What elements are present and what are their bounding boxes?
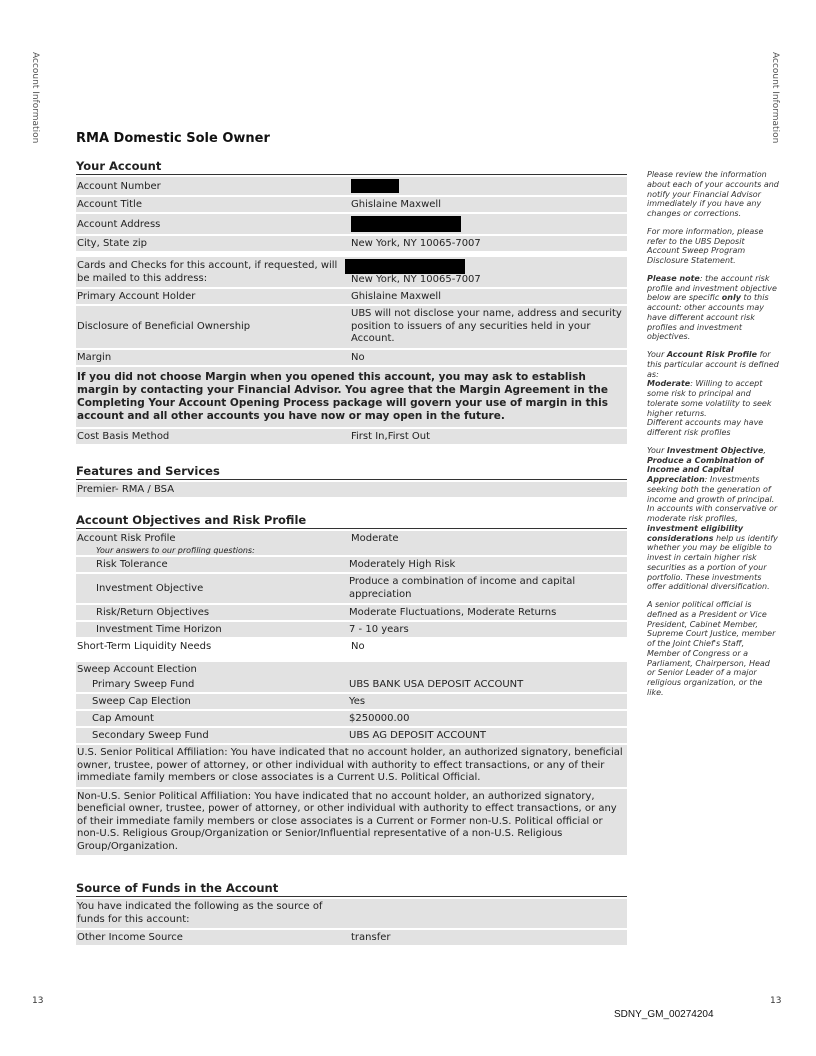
your-account-heading: Your Account xyxy=(76,159,627,175)
account-title-label: Account Title xyxy=(77,199,142,210)
liquidity-row xyxy=(76,639,627,654)
risk-tolerance-value: Moderately High Risk xyxy=(349,559,456,570)
other-income-value: transfer xyxy=(351,932,391,943)
time-horizon-row xyxy=(76,622,627,637)
side-label-left: Account Information xyxy=(30,52,40,144)
sidebar-note-risk-profile: Your Account Risk Profile for this particular account is defined as: Moderate: Willing to accept some risk to principal and tolerate some volatility to seek higher returns. Different accounts may have different risk profiles xyxy=(647,350,779,437)
redaction-bar xyxy=(351,179,399,193)
investment-objective-label: Investment Objective xyxy=(96,583,204,594)
cards-value: New York, NY 10065-7007 xyxy=(351,274,481,285)
cap-amount-value: $250000.00 xyxy=(349,713,410,724)
primary-sweep-value: UBS BANK USA DEPOSIT ACCOUNT xyxy=(349,679,524,690)
margin-value: No xyxy=(351,351,365,363)
time-horizon-label: Investment Time Horizon xyxy=(96,624,222,635)
primary-holder-label: Primary Account Holder xyxy=(77,291,196,302)
account-title-value: Ghislaine Maxwell xyxy=(351,199,441,210)
risk-return-row xyxy=(76,605,627,620)
account-title-row xyxy=(76,197,627,212)
margin-note: If you did not choose Margin when you opened this account, you may ask to establish margin by contacting your Financial Advisor. You agree that the Margin Agreement in the Completing Your Account Opening Process package will govern your use of margin in this account and all other accounts you have now or may open in the future. xyxy=(76,367,627,428)
city-value: New York, NY 10065-7007 xyxy=(351,238,481,249)
sweep-label: Sweep Account Election xyxy=(77,664,197,675)
risk-tolerance-label: Risk Tolerance xyxy=(96,559,168,570)
risk-profile-value: Moderate xyxy=(351,533,399,544)
features-row xyxy=(76,482,627,497)
objectives-heading: Account Objectives and Risk Profile xyxy=(76,513,627,529)
primary-holder-row xyxy=(76,289,627,304)
funds-intro-row xyxy=(76,899,627,928)
sidebar-note-please: Please note: the account risk profile and investment objective below are specific only to this account: other accounts may have different account risk profiles and investment objectives. xyxy=(647,273,777,342)
disclosure-label: Disclosure of Beneficial Ownership xyxy=(77,321,251,333)
sidebar-note-sweep: For more information, please refer to the UBS Deposit Account Sweep Program Disclosure Statement. xyxy=(647,226,764,265)
risk-profile-label: Account Risk Profile xyxy=(77,533,176,544)
sweep-row xyxy=(76,662,627,677)
liquidity-value: No xyxy=(351,641,365,652)
funds-intro: You have indicated the following as the source of funds for this account: xyxy=(77,901,323,925)
secondary-sweep-value: UBS AG DEPOSIT ACCOUNT xyxy=(349,730,487,741)
sidebar-note-objective: Your Investment Objective, Produce a Combination of Income and Capital Appreciation: Investments seeking both the generation of income and growth of principal. In accounts with conservative or moderate risk profiles, investment eligibility considerations help us identify whether you may be eligible to invest in certain higher risk securities as a portion of your portfolio. These investments offer additional diversification. xyxy=(647,445,778,592)
side-label-right: Account Information xyxy=(770,52,780,144)
disclosure-value: UBS will not disclose your name, address and security position to issuers of any securities held in your Account. xyxy=(351,308,622,344)
risk-return-label: Risk/Return Objectives xyxy=(96,607,210,618)
redaction-bar xyxy=(351,216,461,232)
features-item: Premier- RMA / BSA xyxy=(77,484,175,495)
primary-sweep-label: Primary Sweep Fund xyxy=(92,679,195,690)
primary-holder-value: Ghislaine Maxwell xyxy=(351,291,441,302)
margin-row xyxy=(76,350,627,365)
primary-sweep-row xyxy=(76,677,627,692)
sidebar-note-political: A senior political official is defined as a President or Vice President, Cabinet Member, Supreme Court Justice, member of the Joint Chief's Staff, Member of Congress or a Parliament, Chairperson, Head or Senior Leader of a major religious organization, or the like. xyxy=(647,600,776,697)
cards-row xyxy=(76,257,627,287)
page-number-right: 13 xyxy=(770,996,782,1006)
sidebar-notes xyxy=(647,170,779,706)
sweep-cap-row xyxy=(76,694,627,709)
investment-objective-row xyxy=(76,574,627,603)
account-number-row xyxy=(76,177,627,195)
liquidity-label: Short-Term Liquidity Needs xyxy=(77,641,212,652)
funds-heading: Source of Funds in the Account xyxy=(76,881,627,897)
investment-objective-value: Produce a combination of income and capital appreciation xyxy=(349,576,576,600)
page-title: RMA Domestic Sole Owner xyxy=(76,131,270,146)
non-us-political-affiliation: Non-U.S. Senior Political Affiliation: You have indicated that no account holder, an authorized signatory, beneficial owner, trustee, power of attorney, or other individual with authority to effect transactions, or any of their immediate family members or close associates is a Current or Former non-U.S. Political official or non-U.S. Religious Group/Organization or Senior/Influential representative of a non-U.S. Religious Group/Organization. xyxy=(76,789,627,856)
other-income-label: Other Income Source xyxy=(77,932,183,943)
disclosure-row xyxy=(76,306,627,348)
profiling-note: Your answers to our profiling questions: xyxy=(76,546,627,555)
cost-basis-value: First In,First Out xyxy=(351,431,431,442)
us-political-affiliation: U.S. Senior Political Affiliation: You have indicated that no account holder, an authorized signatory, beneficial owner, trustee, power of attorney, or other individual with authority to effect transactions, or any of their immediate family members or close associates is a Current U.S. Political Official. xyxy=(76,745,627,787)
city-label: City, State zip xyxy=(77,238,147,249)
cost-basis-label: Cost Basis Method xyxy=(77,431,170,442)
cards-label: Cards and Checks for this account, if requested, will be mailed to this address: xyxy=(77,260,338,284)
features-heading: Features and Services xyxy=(76,464,627,480)
redaction-bar xyxy=(345,259,465,274)
margin-label: Margin xyxy=(77,351,112,363)
sweep-cap-value: Yes xyxy=(349,696,366,707)
time-horizon-value: 7 - 10 years xyxy=(349,624,409,635)
secondary-sweep-row xyxy=(76,728,627,743)
page-number-left: 13 xyxy=(32,996,44,1006)
risk-return-value: Moderate Fluctuations, Moderate Returns xyxy=(349,607,557,618)
cap-amount-label: Cap Amount xyxy=(92,713,154,724)
account-address-label: Account Address xyxy=(77,218,161,230)
risk-profile-row xyxy=(76,531,627,546)
bates-number: SDNY_GM_00274204 xyxy=(614,1009,714,1020)
other-income-row xyxy=(76,930,627,945)
main-content xyxy=(76,159,627,947)
risk-tolerance-row xyxy=(76,557,627,572)
cap-amount-row xyxy=(76,711,627,726)
account-number-label: Account Number xyxy=(77,180,161,192)
sidebar-note-review: Please review the information about each of your accounts and notify your Financial Advisor immediately if you have any changes or corrections. xyxy=(647,170,779,218)
account-address-row xyxy=(76,214,627,234)
city-row xyxy=(76,236,627,251)
cost-basis-row xyxy=(76,429,627,444)
sweep-cap-label: Sweep Cap Election xyxy=(92,696,191,707)
secondary-sweep-label: Secondary Sweep Fund xyxy=(92,730,209,741)
